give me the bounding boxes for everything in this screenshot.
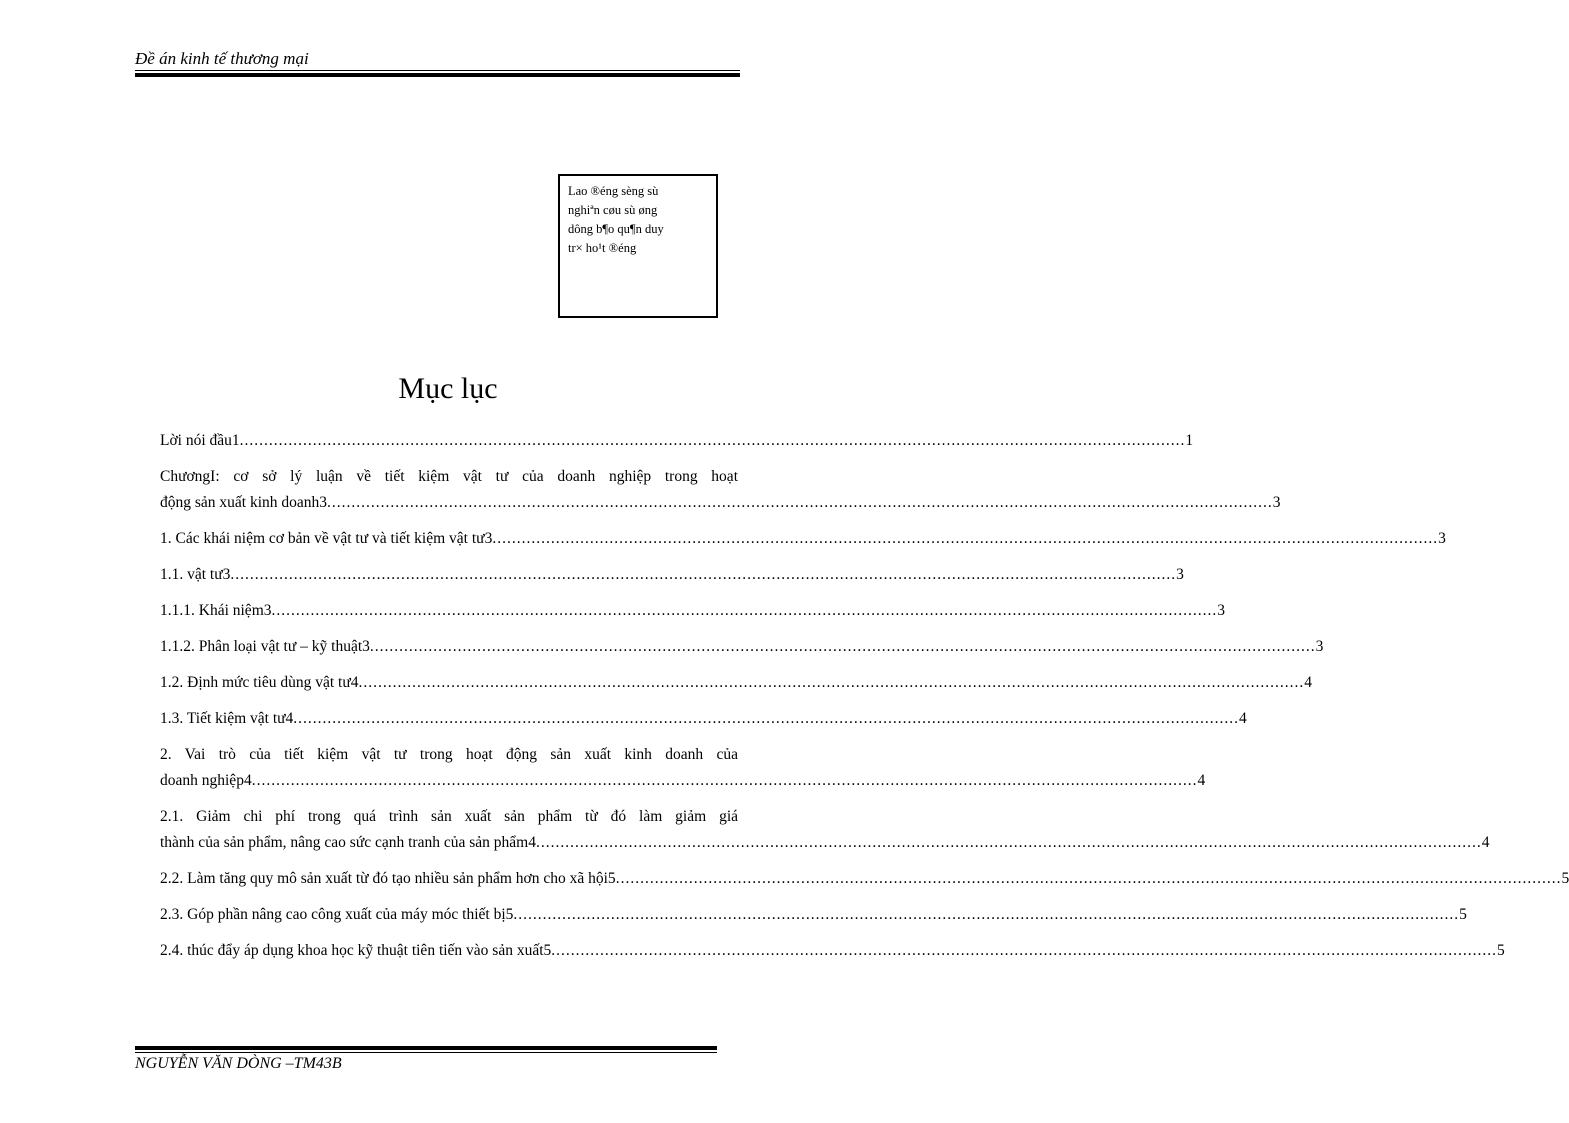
toc-page-number: 5: [1497, 942, 1505, 959]
toc-entry-text: 2.3. Góp phần nâng cao công xuất của máy móc thiết bị5: [160, 906, 514, 923]
footer-rule-thin: [135, 1052, 717, 1053]
header-title: Đề án kinh tế thương mại: [135, 49, 309, 68]
toc-entry[interactable]: [160, 804, 1490, 856]
toc-leader: ..................................................................................................................................................................................................: [358, 674, 1305, 691]
toc-page-number: 3: [1176, 566, 1184, 583]
note-box: [558, 174, 718, 318]
toc-entry-first-line: ChươngI: cơ sở lý luận về tiết kiệm vật tư của doanh nghiệp trong hoạt: [160, 468, 738, 485]
toc-entry-text: 1.3. Tiết kiệm vật tư4: [160, 710, 294, 727]
toc-entry-text: động sản xuất kinh doanh3: [160, 494, 328, 511]
toc-entry-text: 2.4. thúc đẩy áp dụng khoa học kỹ thuật tiên tiến vào sản xuất5: [160, 942, 552, 959]
toc-leader: ..................................................................................................................................................................................................: [271, 602, 1218, 619]
toc-entry-text: 1. Các khái niệm cơ bản về vật tư và tiết kiệm vật tư3: [160, 530, 493, 547]
toc-leader: ..................................................................................................................................................................................................: [230, 566, 1177, 583]
toc-title: Mục lục: [398, 372, 498, 405]
toc-entry-text: 1.1. vật tư3: [160, 566, 231, 583]
note-line: tr× ho¹t ®éng: [568, 241, 637, 255]
toc-leader: ..................................................................................................................................................................................................: [251, 772, 1198, 789]
toc-page-number: 5: [1561, 870, 1569, 887]
toc-leader: ..................................................................................................................................................................................................: [239, 432, 1186, 449]
toc-entry[interactable]: [160, 902, 1467, 928]
toc-entry-text: doanh nghiệp4: [160, 772, 252, 789]
toc-entry[interactable]: [160, 634, 1324, 660]
note-line: Lao ®éng sèng sù: [568, 184, 659, 198]
toc-entry-text: Lời nói đầu1: [160, 432, 240, 449]
toc-leader: ..................................................................................................................................................................................................: [535, 834, 1482, 851]
toc-entry-first-line: 2.1. Giảm chi phí trong quá trình sản xuất sản phẩm từ đó làm giảm giá: [160, 808, 738, 825]
toc-page-number: 4: [1239, 710, 1247, 727]
toc-entry[interactable]: [160, 428, 1194, 454]
toc-entry-text: 1.2. Định mức tiêu dùng vật tư4: [160, 674, 359, 691]
toc-entry[interactable]: [160, 742, 1206, 794]
toc-leader: ..................................................................................................................................................................................................: [551, 942, 1498, 959]
toc-page-number: 3: [1217, 602, 1225, 619]
toc-page-number: 4: [1304, 674, 1312, 691]
toc-entry[interactable]: [160, 670, 1312, 696]
toc-leader: ..................................................................................................................................................................................................: [327, 494, 1273, 511]
toc-entry-first-line: 2. Vai trò của tiết kiệm vật tư trong hoạt động sản xuất kinh doanh của: [160, 746, 738, 763]
table-of-contents: [160, 428, 1569, 974]
toc-page-number: 5: [1459, 906, 1467, 923]
toc-entry[interactable]: [160, 938, 1505, 964]
toc-leader: ..................................................................................................................................................................................................: [492, 530, 1439, 547]
toc-page-number: 3: [1438, 530, 1446, 547]
toc-page-number: 4: [1481, 834, 1490, 851]
toc-entry-text: 1.1.2. Phân loại vật tư – kỹ thuật3: [160, 638, 370, 655]
note-line: nghiªn cøu sù øng: [568, 203, 658, 217]
note-line: dông b¶o qu¶n duy: [568, 222, 664, 236]
toc-entry[interactable]: [160, 706, 1247, 732]
toc-entry-text: 2.2. Làm tăng quy mô sản xuất từ đó tạo nhiều sản phẩm hơn cho xã hội5: [160, 870, 616, 887]
toc-entry[interactable]: [160, 464, 1281, 516]
toc-leader: ..................................................................................................................................................................................................: [513, 906, 1460, 923]
toc-leader: ..................................................................................................................................................................................................: [615, 870, 1562, 887]
toc-leader: ..................................................................................................................................................................................................: [369, 638, 1316, 655]
toc-entry-text: 1.1.1. Khái niệm3: [160, 602, 272, 619]
toc-page-number: 3: [1272, 494, 1281, 511]
header-rule-thin: [135, 70, 740, 71]
toc-entry[interactable]: [160, 526, 1446, 552]
toc-leader: ..................................................................................................................................................................................................: [293, 710, 1240, 727]
header-rule-thick: [135, 73, 740, 77]
toc-page-number: 3: [1315, 638, 1324, 655]
footer-author: NGUYỄN VĂN DÒNG –TM43B: [135, 1055, 342, 1072]
toc-entry[interactable]: [160, 866, 1569, 892]
toc-entry[interactable]: [160, 598, 1225, 624]
footer-rule-thick: [135, 1046, 717, 1050]
toc-entry[interactable]: [160, 562, 1184, 588]
toc-entry-text: thành của sản phẩm, nâng cao sức cạnh tranh của sản phẩm4: [160, 834, 536, 851]
toc-page-number: 4: [1197, 772, 1206, 789]
toc-page-number: 1: [1185, 432, 1194, 449]
